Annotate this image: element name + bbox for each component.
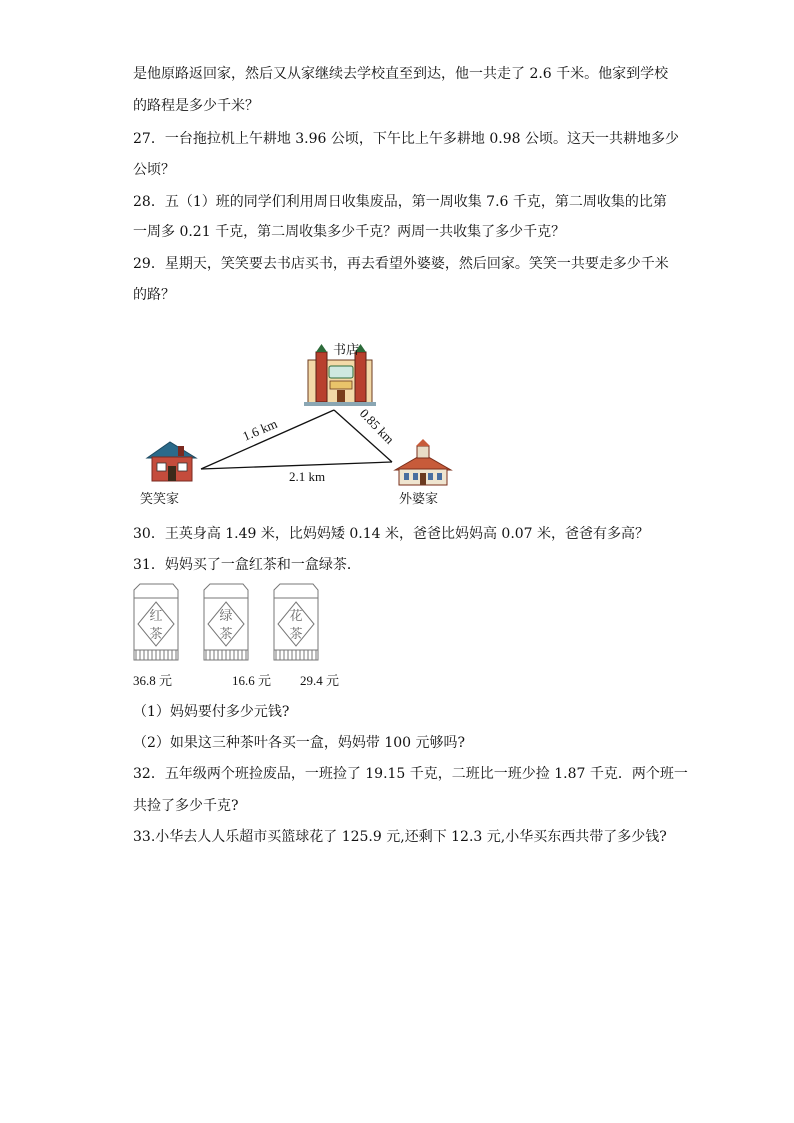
problem-26-text-line-1: 是他原路返回家，然后又从家继续去学校直至到达，他一共走了 2.6 千米。他家到学校 — [133, 66, 669, 82]
home-label: 笑笑家 — [140, 492, 180, 507]
distance-bookstore-grandma-label: 0.85 km — [356, 405, 398, 447]
problem-27-text-line-1: 27．一台拖拉机上午耕地 3.96 公顷，下午比上午多耕地 0.98 公顷。这天一共耕地多少 — [133, 131, 679, 147]
problem-28-text-line-1: 28．五（1）班的同学们利用周日收集废品，第一周收集 7.6 千克，第二周收集的比第 — [133, 194, 667, 210]
green-tea-label-1: 绿 — [219, 609, 233, 624]
bookstore-label: 书店 — [333, 343, 360, 358]
problem-29-text-line-2: 的路？ — [133, 287, 175, 303]
problem-32-text-line-1: 32．五年级两个班捡废品，一班捡了 19.15 千克，二班比一班少捡 1.87 千克．两个班一 — [133, 766, 688, 782]
problem-33-text: 33.小华去人人乐超市买篮球花了 125.9 元,还剩下 12.3 元,小华买东西共带了多少钱? — [133, 829, 667, 845]
problem-31-text: 31．妈妈买了一盒红茶和一盒绿茶． — [133, 557, 361, 573]
distance-home-grandma-label: 2.1 km — [289, 469, 326, 484]
problem-31-part-2: （2）如果这三种茶叶各买一盒，妈妈带 100 元够吗? — [133, 735, 466, 751]
grandma-label: 外婆家 — [399, 492, 439, 507]
red-tea-price: 36.8 元 — [133, 673, 173, 688]
flower-tea-label-1: 花 — [289, 609, 303, 624]
flower-tea-label-2: 茶 — [289, 627, 303, 642]
problem-28-text-line-2: 一周多 0.21 千克，第二周收集多少千克？两周一共收集了多少千克？ — [133, 224, 566, 240]
problem-31-part-1: （1）妈妈要付多少元钱? — [133, 704, 290, 720]
green-tea-label-2: 茶 — [219, 627, 233, 642]
red-tea-label-1: 红 — [149, 609, 163, 624]
problem-27-text-line-2: 公顷？ — [133, 162, 175, 178]
flower-tea-price: 29.4 元 — [300, 673, 340, 688]
red-tea-label-2: 茶 — [149, 627, 163, 642]
green-tea-price: 16.6 元 — [232, 673, 272, 688]
problem-29-text-line-1: 29．星期天，笑笑要去书店买书，再去看望外婆婆，然后回家。笑笑一共要走多少千米 — [133, 256, 669, 272]
problem-32-text-line-2: 共捡了多少千克? — [133, 798, 239, 814]
problem-26-text-line-2: 的路程是多少千米？ — [133, 98, 259, 114]
problem-30-text: 30．王英身高 1.49 米，比妈妈矮 0.14 米，爸爸比妈妈高 0.07 米，爸爸有多高？ — [133, 526, 650, 542]
distance-home-bookstore-label: 1.6 km — [240, 415, 280, 444]
